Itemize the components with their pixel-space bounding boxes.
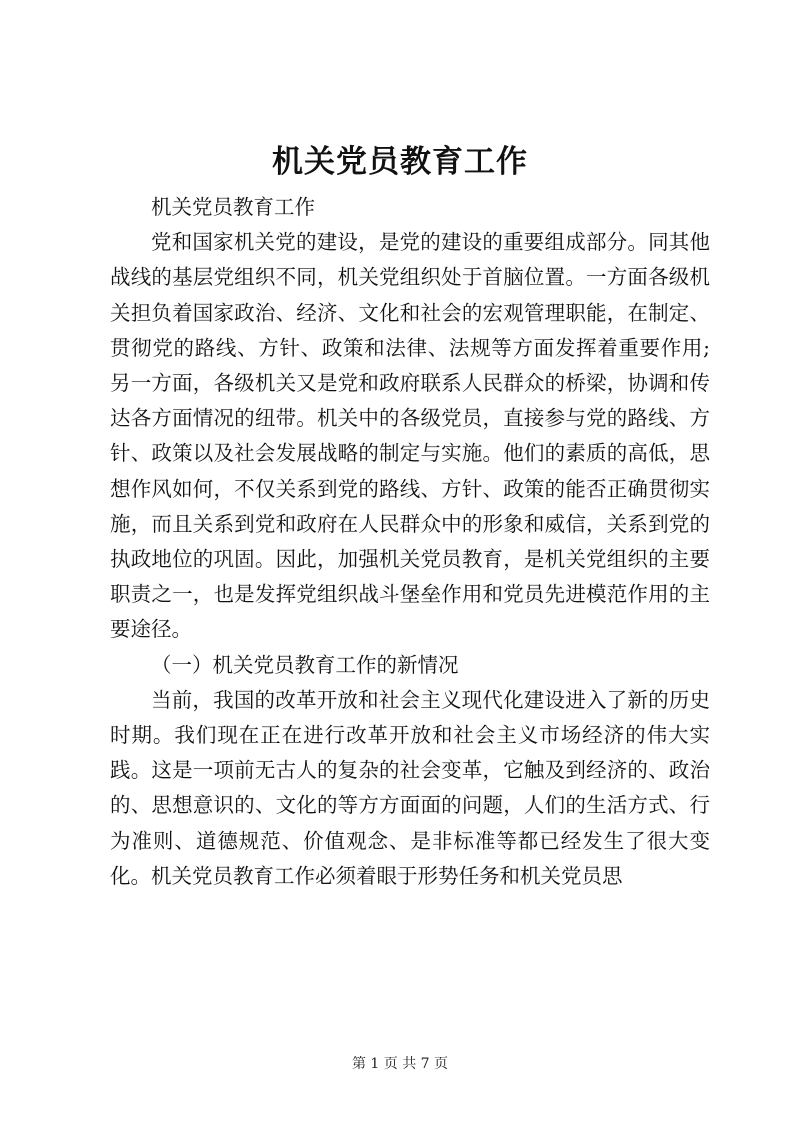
paragraph-intro: 党和国家机关党的建设，是党的建设的重要组成部分。同其他战线的基层党组织不同，机关党组织处于首脑位置。一方面各级机关担负着国家政治、经济、文化和社会的宏观管理职能，在制定、贯彻党的路线、方针、政策和法律、法规等方面发挥着重要作用;另一方面，各级机关又是党和政府联系人民群众的桥梁，协调和传达各方面情况的纽带。机关中的各级党员，直接参与党的路线、方针、政策以及社会发展战略的制定与实施。他们的素质的高低，思想作风如何，不仅关系到党的路线、方针、政策的能否正确贯彻实施，而且关系到党和政府在人民群众中的形象和威信，关系到党的执政地位的巩固。因此，加强机关党员教育，是机关党组织的主要职责之一，也是发挥党组织战斗堡垒作用和党员先进模范作用的主要途径。 bbox=[110, 230, 710, 642]
paragraph-subtitle: 机关党员教育工作 bbox=[151, 195, 315, 219]
section-heading: （一）机关党员教育工作的新情况 bbox=[151, 652, 459, 677]
document-title: 机关党员教育工作 bbox=[272, 144, 528, 180]
page-number-footer: 第 1 页 共 7 页 bbox=[351, 1056, 449, 1072]
document-body bbox=[110, 190, 710, 894]
paragraph-current-situation: 当前，我国的改革开放和社会主义现代化建设进入了新的历史时期。我们现在正在进行改革开放和社会主义市场经济的伟大实践。这是一项前无古人的复杂的社会变革，它触及到经济的、政治的、思想意识的、文化的等方方面面的问题，人们的生活方式、行为准则、道德规范、价值观念、是非标准等都已经发生了很大变化。机关党员教育工作必须着眼于形势任务和机关党员思 bbox=[110, 687, 710, 888]
